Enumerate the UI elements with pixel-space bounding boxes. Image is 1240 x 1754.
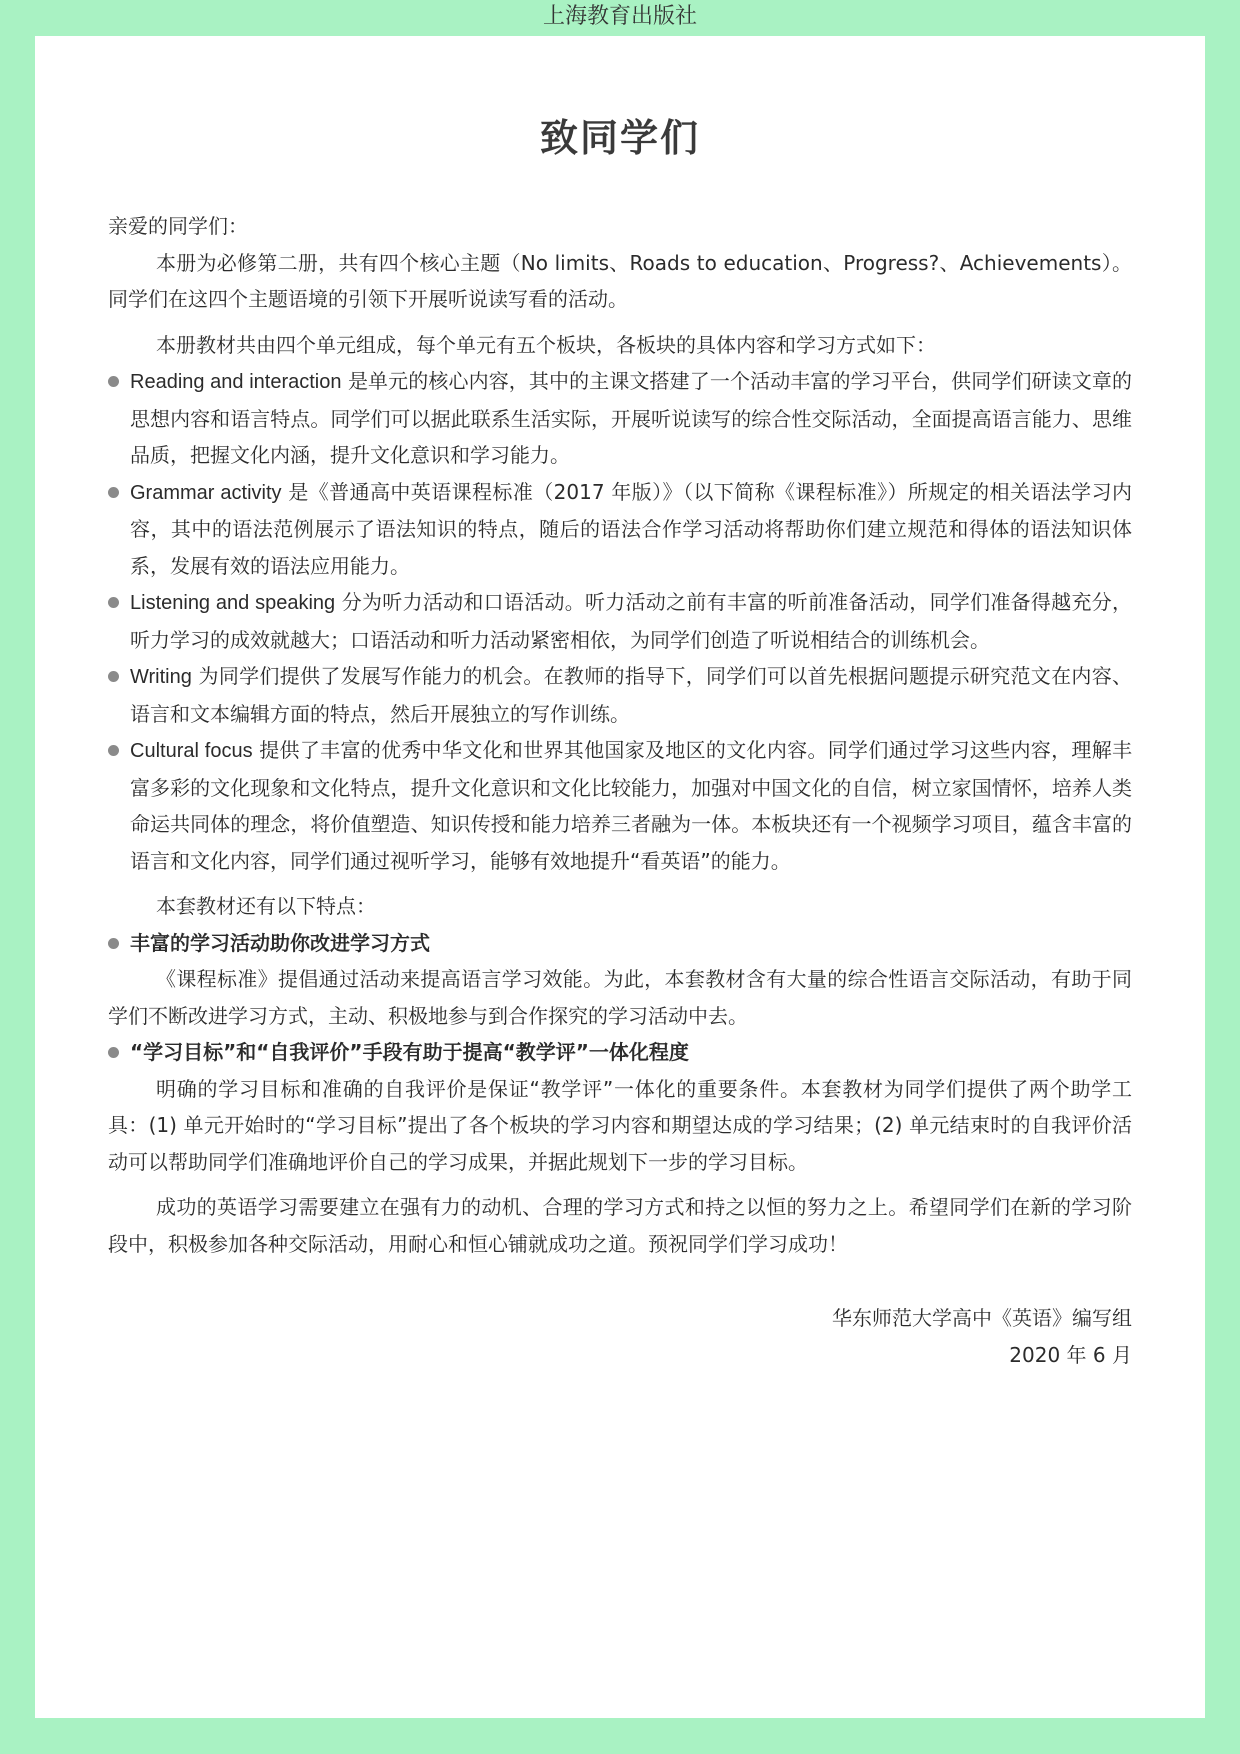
signature-block <box>108 1300 1132 1373</box>
bullet-icon <box>108 938 119 949</box>
page-sheet <box>35 36 1205 1718</box>
section-text: 为同学们提供了发展写作能力的机会。在教师的指导下，同学们可以首先根据问题提示研究范文在内容、语言和文本编辑方面的特点，然后开展独立的写作训练。 <box>130 664 1132 726</box>
section-text: 分为听力活动和口语活动。听力活动之前有丰富的听前准备活动，同学们准备得越充分，听力学习的成效就越大；口语活动和听力活动紧密相依，为同学们创造了听说相结合的训练机会。 <box>130 590 1132 652</box>
signature-author: 华东师范大学高中《英语》编写组 <box>832 1306 1132 1330</box>
signature-date: 2020 年 6 月 <box>1009 1342 1132 1367</box>
bullet-icon <box>108 1047 119 1058</box>
structure-intro: 本册教材共由四个单元组成，每个单元有五个板块，各板块的具体内容和学习方式如下： <box>156 332 936 357</box>
section-term: Grammar activity <box>130 481 282 504</box>
intro-paragraph: 本册为必修第二册，共有四个核心主题（No limits、Roads to education、Progress?、Achievements）。同学们在这四个主题语境的引领下开展听说读写看的活动。 <box>108 250 1132 311</box>
section-text: 是《普通高中英语课程标准（2017 年版）》（以下简称《课程标准》）所规定的相关语法学习内容，其中的语法范例展示了语法知识的特点，随后的语法合作学习活动将帮助你们建立规范和得体的语法知识体系，发展有效的语法应用能力。 <box>130 479 1132 578</box>
publisher-header: 上海教育出版社 <box>542 4 697 29</box>
list-item-writing <box>108 658 1132 732</box>
section-text: 是单元的核心内容，其中的主课文搭建了一个活动丰富的学习平台，供同学们研读文章的思想内容和语言特点。同学们可以据此联系生活实际，开展听说读写的综合性交际活动，全面提高语言能力、思维品质，把握文化内涵，提升文化意识和学习能力。 <box>130 369 1133 467</box>
section-list <box>108 363 1132 879</box>
features-intro: 本套教材还有以下特点： <box>156 894 376 918</box>
list-item-reading <box>108 363 1132 474</box>
bullet-icon <box>108 671 119 682</box>
bullet-icon <box>108 376 119 387</box>
section-term: Writing <box>130 666 192 688</box>
feature-heading <box>108 1034 1132 1071</box>
bullet-icon <box>108 597 119 608</box>
feature-heading <box>108 925 1132 962</box>
section-term: Cultural focus <box>130 740 253 762</box>
feature-paragraph: 明确的学习目标和准确的自我评价是保证“教学评”一体化的重要条件。本套教材为同学们提供了两个助学工具：(1) 单元开始时的“学习目标”提出了各个板块的学习内容和期望达成的学习结果；(2) 单元结束时的自我评价活动可以帮助同学们准确地评价自己的学习成果，并据此规划下一步的学习目标。 <box>108 1076 1132 1174</box>
list-item-grammar <box>108 474 1132 585</box>
section-term: Listening and speaking <box>130 592 336 614</box>
page-title: 致同学们 <box>539 116 700 160</box>
list-item-listening <box>108 584 1132 658</box>
bullet-icon <box>108 487 119 498</box>
list-item-cultural <box>108 732 1132 879</box>
feature-heading-text: “学习目标”和“自我评价”手段有助于提高“教学评”一体化程度 <box>130 1040 689 1064</box>
bullet-icon <box>108 745 119 756</box>
closing-paragraph: 成功的英语学习需要建立在强有力的动机、合理的学习方式和持之以恒的努力之上。希望同学们在新的学习阶段中，积极参加各种交际活动，用耐心和恒心铺就成功之道。预祝同学们学习成功！ <box>108 1195 1132 1256</box>
salutation: 亲爱的同学们： <box>108 214 248 238</box>
feature-paragraph: 《课程标准》提倡通过活动来提高语言学习效能。为此，本套教材含有大量的综合性语言交际活动，有助于同学们不断改进学习方式，主动、积极地参与到合作探究的学习活动中去。 <box>108 967 1132 1028</box>
section-text: 提供了丰富的优秀中华文化和世界其他国家及地区的文化内容。同学们通过学习这些内容，理解丰富多彩的文化现象和文化特点，提升文化意识和文化比较能力，加强对中国文化的自信，树立家国情怀，培养人类命运共同体的理念，将价值塑造、知识传授和能力培养三者融为一体。本板块还有一个视频学习项目，蕴含丰富的语言和文化内容，同学们通过视听学习，能够有效地提升“看英语”的能力。 <box>130 738 1133 873</box>
feature-heading-text: 丰富的学习活动助你改进学习方式 <box>130 930 430 955</box>
section-term: Reading and interaction <box>130 371 342 393</box>
